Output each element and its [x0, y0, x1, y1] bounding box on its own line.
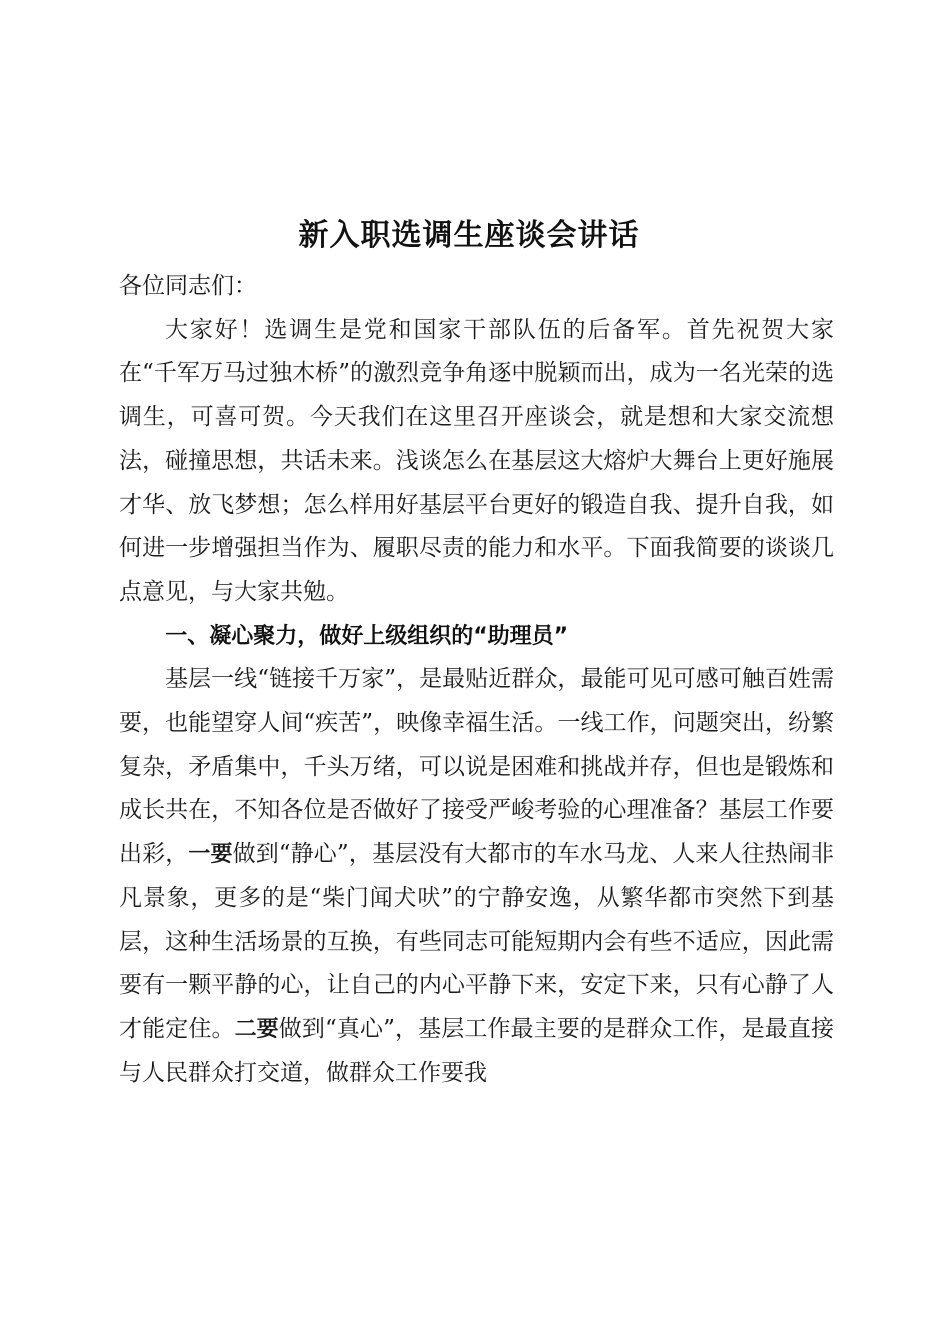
intro-paragraph: 大家好！选调生是党和国家干部队伍的后备军。首先祝贺大家在“千军万马过独木桥”的激烈竞争角逐中脱颖而出，成为一名光荣的选调生，可喜可贺。今天我们在这里召开座谈会，就是想和大家交流想法，碰撞思想，共话未来。浅谈怎么在基层这大熔炉大舞台上更好施展才华、放飞梦想；怎么样用好基层平台更好的锻造自我、提升自我，如何进一步增强担当作为、履职尽责的能力和水平。下面我简要的谈谈几点意见，与大家共勉。 [119, 316, 834, 605]
paragraph-text: 基层一线“链接千万家”，是最贴近群众，最能可见可感可触百姓需要，也能望穿人间“疾苦”，映像幸福生活。一线工作，问题突出，纷繁复杂，矛盾集中，千头万绪，可以说是困难和挑战并存，但也是锻炼和成长共在，不知各位是否做好了接受严峻考验的心理准备？基层工作要出彩， [119, 666, 834, 868]
document-body [119, 265, 834, 1095]
paragraph-text: 做到“静心”，基层没有大都市的车水马龙、人来人往热闹非凡景象，更多的是“柴门闻犬吠”的宁静安逸，从繁华都市突然下到基层，这种生活场景的互换，有些同志可能短期内会有些不适应，因此需要有一颗平静的心，让自己的内心平静下来，安定下来，只有心静了人才能定住。 [119, 841, 834, 1042]
section-paragraph [119, 658, 834, 1095]
emphasis-text: 一要 [188, 842, 233, 868]
page-title: 新入职选调生座谈会讲话 [298, 218, 640, 253]
section-heading: 一、凝心聚力，做好上级组织的“助理员” [165, 623, 569, 649]
salutation: 各位同志们： [119, 273, 257, 299]
paragraph-text: 做到“真心”，基层工作最主要的是群众工作，是最直接与人民群众打交道，做群众工作要我 [119, 1015, 834, 1086]
emphasis-text: 二要 [234, 1016, 279, 1042]
